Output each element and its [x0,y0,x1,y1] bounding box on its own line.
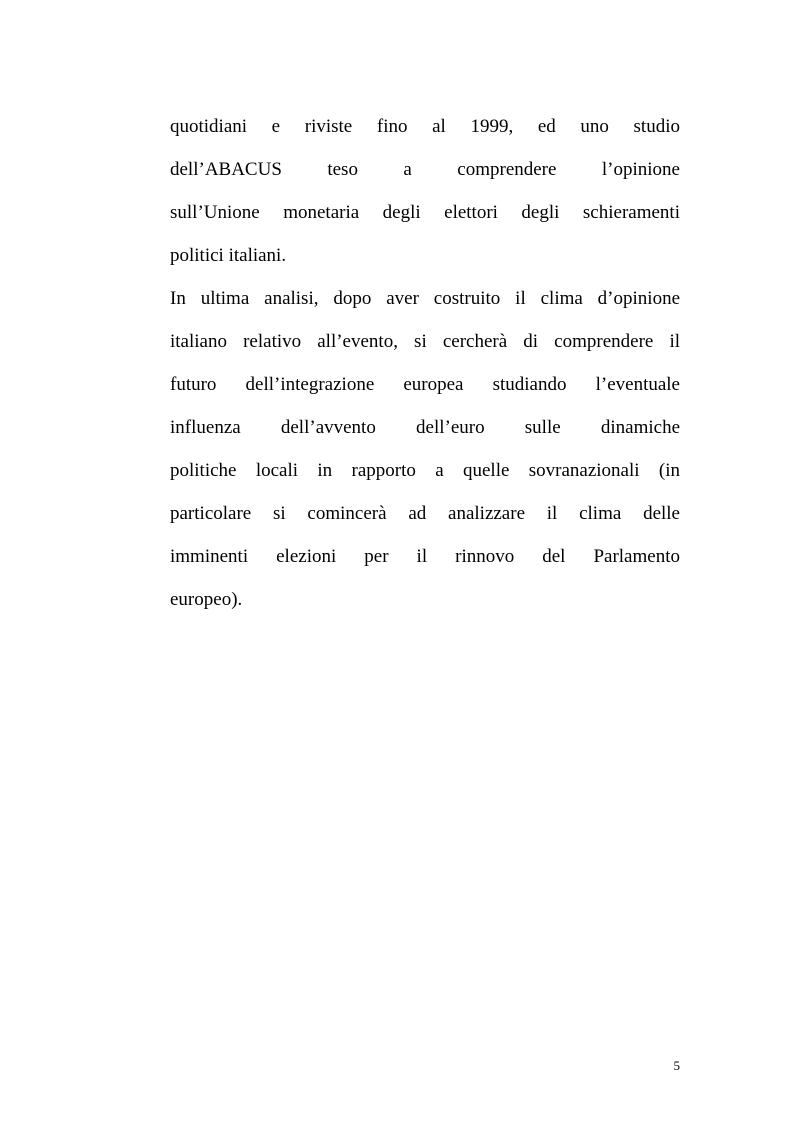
text-line: europeo). [170,589,243,610]
text-line: influenza dell’avvento dell’euro sulle dinamiche [170,417,680,438]
text-line: In ultima analisi, dopo aver costruito il clima d’opinione [170,288,680,309]
text-line: dell’ABACUS teso a comprendere l’opinione [170,159,680,180]
text-line: particolare si comincerà ad analizzare il clima delle [170,503,680,524]
text-line: imminenti elezioni per il rinnovo del Parlamento [170,546,680,567]
text-line: futuro dell’integrazione europea studiando l’eventuale [170,374,680,395]
text-line: italiano relativo all’evento, si cercherà di comprendere il [170,331,680,352]
text-line: politici italiani. [170,245,287,266]
text-line: quotidiani e riviste fino al 1999, ed uno studio [170,116,680,137]
page-number: 5 [673,1058,680,1073]
text-line: sull’Unione monetaria degli elettori degli schieramenti [170,202,680,223]
body-text [170,108,680,624]
text-line: politiche locali in rapporto a quelle sovranazionali (in [170,460,680,481]
